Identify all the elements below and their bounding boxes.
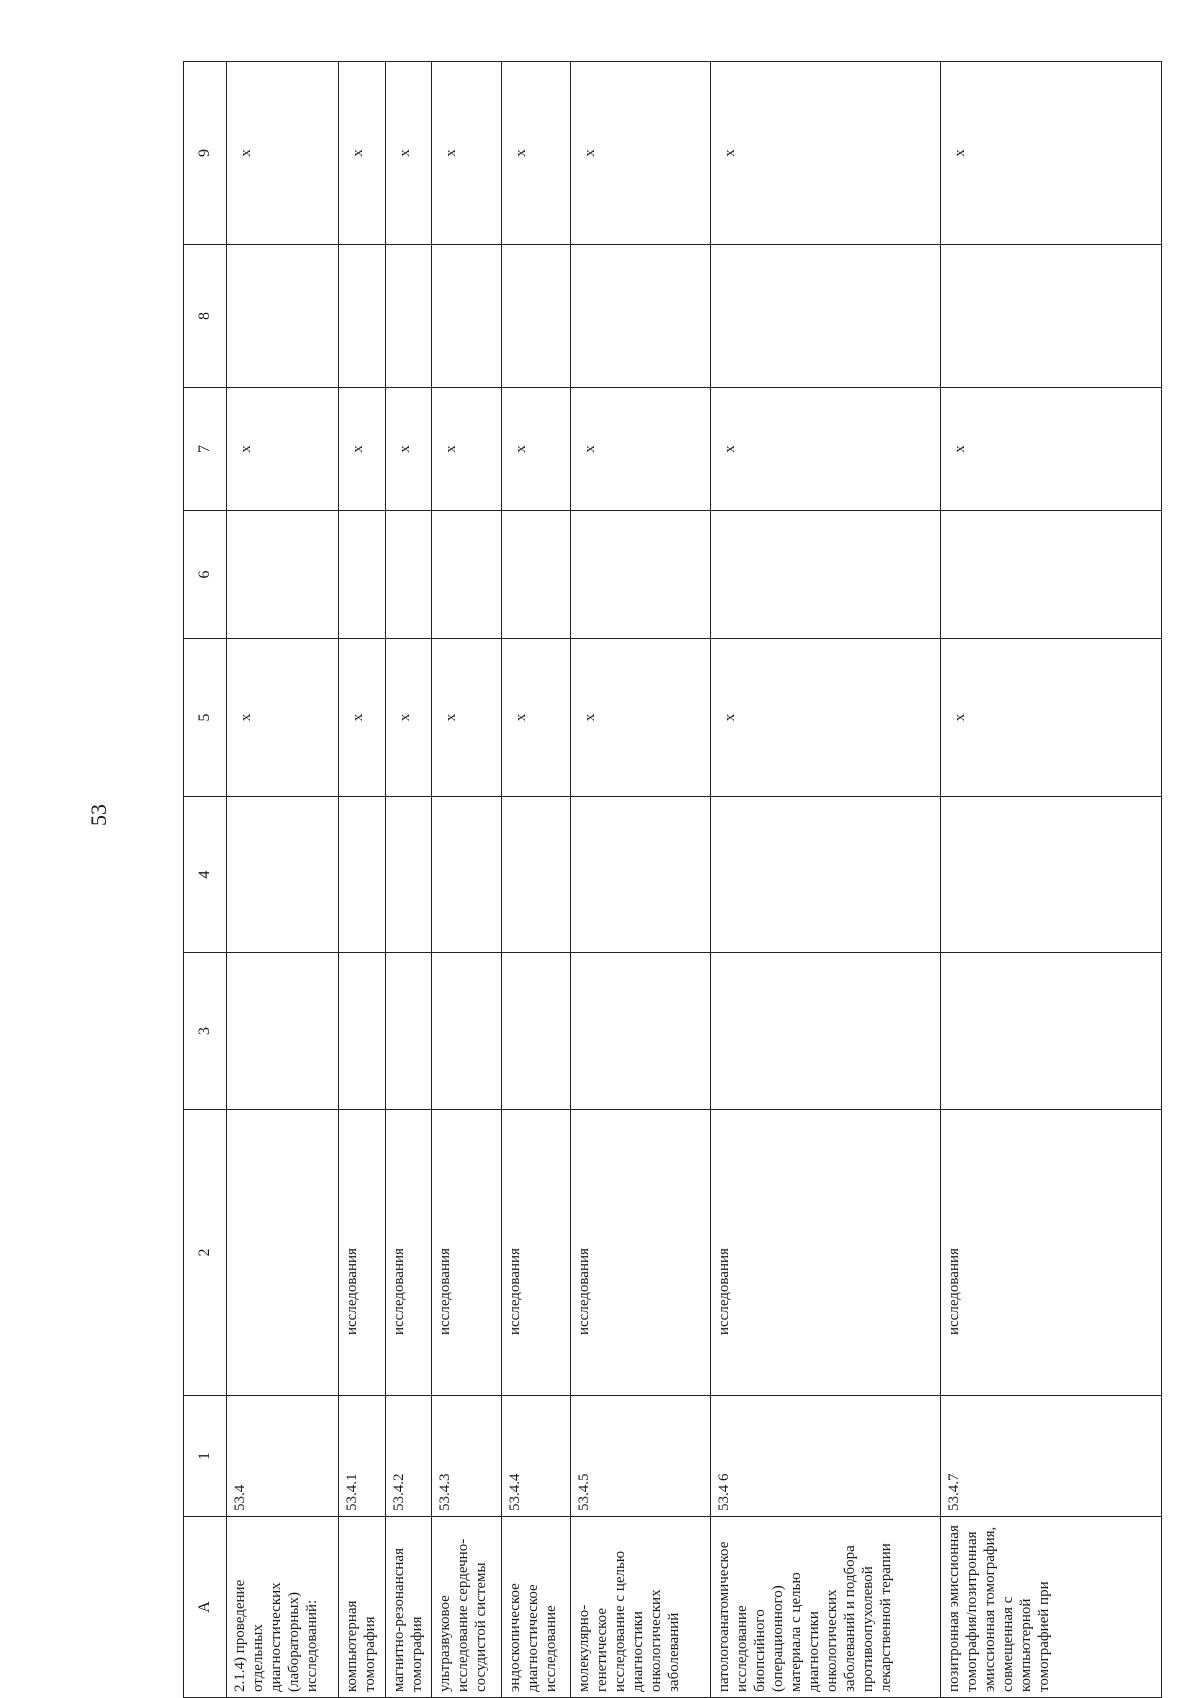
row-code-cell: 53.4.2 (386, 1396, 432, 1517)
col6-cell (711, 511, 941, 639)
row-code-cell: 53.4.5 (571, 1396, 711, 1517)
rotated-table-container (183, 62, 1161, 1698)
row-unit-cell: исследования (339, 1110, 386, 1396)
row-code-cell: 53.4.3 (432, 1396, 502, 1517)
row-unit-cell: исследования (941, 1110, 1162, 1396)
col9-cell: x (227, 62, 339, 245)
data-table (183, 61, 1162, 1698)
col3-cell (339, 953, 386, 1110)
table-header-cell: 2 (184, 1110, 227, 1396)
col6-cell (227, 511, 339, 639)
col4-cell (386, 797, 432, 953)
col8-cell (227, 245, 339, 388)
table-header-cell: 8 (184, 245, 227, 388)
row-unit-cell (227, 1110, 339, 1396)
col7-cell: x (711, 388, 941, 511)
col4-cell (941, 797, 1162, 953)
col3-cell (432, 953, 502, 1110)
table-header-cell: 7 (184, 388, 227, 511)
table-header-cell: 5 (184, 639, 227, 797)
row-unit-cell: исследования (386, 1110, 432, 1396)
row-unit-cell: исследования (502, 1110, 571, 1396)
col4-cell (711, 797, 941, 953)
row-name-cell: магнитно-резонансная томография (386, 1517, 432, 1698)
col3-cell (711, 953, 941, 1110)
table-row (432, 62, 502, 1698)
row-code-cell: 53.4.1 (339, 1396, 386, 1517)
col5-cell: x (502, 639, 571, 797)
row-unit-cell: исследования (432, 1110, 502, 1396)
col5-cell: x (339, 639, 386, 797)
col4-cell (502, 797, 571, 953)
row-code-cell: 53.4 6 (711, 1396, 941, 1517)
col6-cell (386, 511, 432, 639)
col7-cell: x (386, 388, 432, 511)
col7-cell: x (339, 388, 386, 511)
col7-cell: x (502, 388, 571, 511)
row-unit-cell: исследования (711, 1110, 941, 1396)
col8-cell (502, 245, 571, 388)
col8-cell (339, 245, 386, 388)
table-row (502, 62, 571, 1698)
col6-cell (339, 511, 386, 639)
row-name-cell: патологоанатомическое исследование биопсийного (операционного) материала с целью диагностики онкологических заболеваний и подбора противоопухолевой лекарственной терапии (711, 1517, 941, 1698)
col5-cell: x (571, 639, 711, 797)
col7-cell: x (941, 388, 1162, 511)
col7-cell: x (227, 388, 339, 511)
col4-cell (227, 797, 339, 953)
col4-cell (339, 797, 386, 953)
col3-cell (571, 953, 711, 1110)
row-name-cell: эндоскопическое диагностическое исследование (502, 1517, 571, 1698)
col9-cell: x (339, 62, 386, 245)
col8-cell (711, 245, 941, 388)
table-row (571, 62, 711, 1698)
col5-cell: x (941, 639, 1162, 797)
table-row (941, 62, 1162, 1698)
table-header-cell: 3 (184, 953, 227, 1110)
table-row (339, 62, 386, 1698)
row-unit-cell: исследования (571, 1110, 711, 1396)
row-name-cell: компьютерная томография (339, 1517, 386, 1698)
col3-cell (502, 953, 571, 1110)
row-name-cell: позитронная эмиссионная томография/позитронная эмиссионная томография, совмещенная с компьютерной томографией при (941, 1517, 1162, 1698)
col5-cell: x (432, 639, 502, 797)
col9-cell: x (432, 62, 502, 245)
row-name-cell: молекулярно-генетическое исследование с целью диагностики онкологических заболеваний (571, 1517, 711, 1698)
table-row (711, 62, 941, 1698)
col7-cell: x (571, 388, 711, 511)
row-name-cell: ультразвуковое исследование сердечно-сосудистой системы (432, 1517, 502, 1698)
col4-cell (432, 797, 502, 953)
col5-cell: x (386, 639, 432, 797)
col5-cell: x (227, 639, 339, 797)
table-header-row (184, 62, 227, 1698)
col9-cell: x (386, 62, 432, 245)
row-name-cell: 2.1.4) проведение отдельных диагностических (лабораторных) исследований: (227, 1517, 339, 1698)
col9-cell: x (571, 62, 711, 245)
col7-cell: x (432, 388, 502, 511)
col3-cell (386, 953, 432, 1110)
col5-cell: x (711, 639, 941, 797)
col6-cell (941, 511, 1162, 639)
col8-cell (432, 245, 502, 388)
col3-cell (941, 953, 1162, 1110)
col9-cell: x (941, 62, 1162, 245)
page-number: 53 (86, 804, 111, 826)
col3-cell (227, 953, 339, 1110)
col4-cell (571, 797, 711, 953)
table-header-cell: А (184, 1517, 227, 1698)
table-header-cell: 1 (184, 1396, 227, 1517)
col6-cell (432, 511, 502, 639)
table-header-cell: 6 (184, 511, 227, 639)
col8-cell (386, 245, 432, 388)
row-code-cell: 53.4.7 (941, 1396, 1162, 1517)
table-row (227, 62, 339, 1698)
col8-cell (941, 245, 1162, 388)
col9-cell: x (502, 62, 571, 245)
col9-cell: x (711, 62, 941, 245)
table-header-cell: 4 (184, 797, 227, 953)
col8-cell (571, 245, 711, 388)
col6-cell (571, 511, 711, 639)
row-code-cell: 53.4 (227, 1396, 339, 1517)
table-header-cell: 9 (184, 62, 227, 245)
col6-cell (502, 511, 571, 639)
row-code-cell: 53.4.4 (502, 1396, 571, 1517)
table-row (386, 62, 432, 1698)
